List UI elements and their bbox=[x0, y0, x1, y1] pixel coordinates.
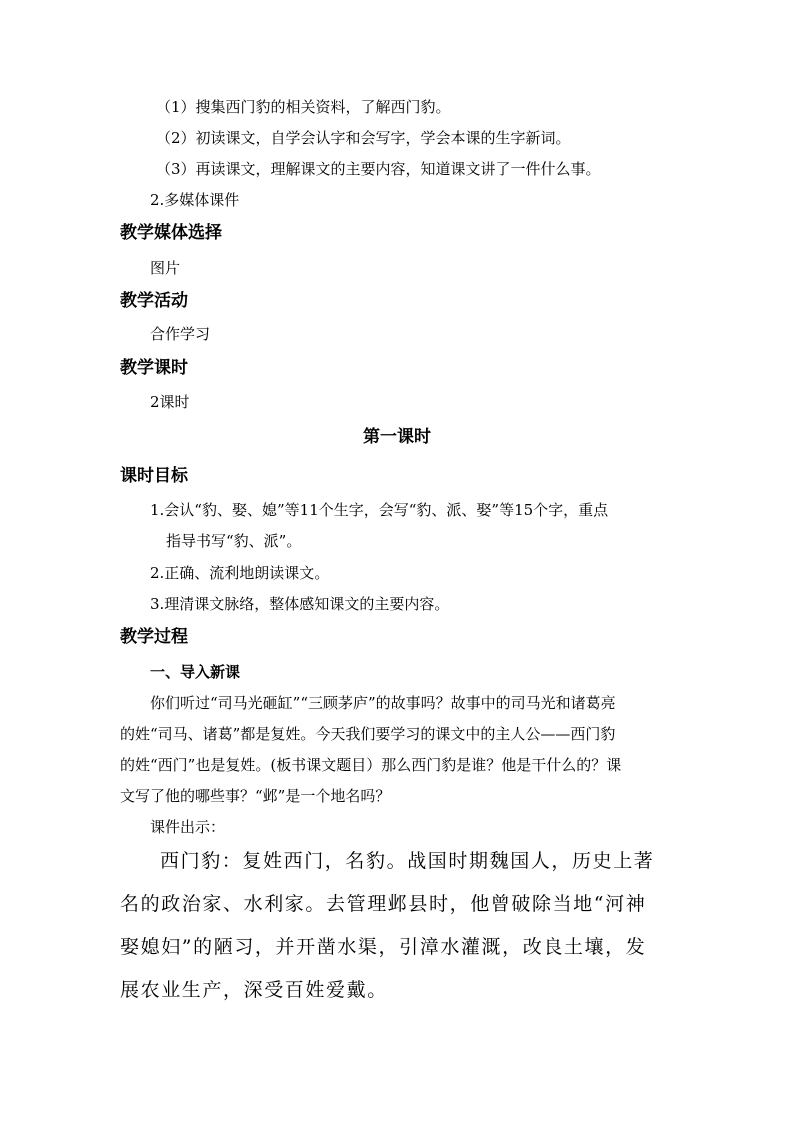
prep-item-1: （1）搜集西门豹的相关资料，了解西门豹。 bbox=[156, 98, 451, 116]
goal-1-line-2: 指导书写“豹、派”。 bbox=[166, 532, 302, 550]
intro-paragraph-line-2: 的姓“司马、诸葛”都是复姓。今天我们要学习的课文中的主人公——西门豹 bbox=[120, 725, 616, 743]
prep-item-2: （2）初读课文，自学会认字和会写字，学会本课的生字新词。 bbox=[156, 129, 571, 147]
callout-line-3: 娶媳妇”的陋习，并开凿水渠，引漳水灌溉，改良土壤，发 bbox=[120, 936, 647, 958]
goals-heading: 课时目标 bbox=[120, 466, 188, 486]
goal-1-line-1: 1.会认“豹、娶、媳”等11个生字，会写“豹、派、娶”等15个字，重点 bbox=[150, 501, 609, 519]
courseware-label: 课件出示： bbox=[150, 818, 226, 836]
callout-line-1: 西门豹：复姓西门，名豹。战国时期魏国人，历史上著 bbox=[160, 850, 655, 872]
prep-item-3: （3）再读课文，理解课文的主要内容，知道课文讲了一件什么事。 bbox=[156, 160, 601, 178]
media-value: 图片 bbox=[150, 259, 181, 277]
hours-value: 2课时 bbox=[150, 393, 190, 411]
goal-3: 3.理清课文脉络，整体感知课文的主要内容。 bbox=[150, 595, 450, 613]
callout-line-2: 名的政治家、水利家。去管理邺县时，他曾破除当地“河神 bbox=[120, 893, 647, 915]
lesson-title: 第一课时 bbox=[363, 427, 431, 447]
activity-heading: 教学活动 bbox=[120, 291, 188, 311]
callout-line-4: 展农业生产，深受百姓爱戴。 bbox=[120, 979, 388, 1001]
media-heading: 教学媒体选择 bbox=[120, 223, 222, 243]
process-heading: 教学过程 bbox=[120, 627, 188, 647]
intro-paragraph-line-4: 文写了他的哪些事？“邺”是一个地名吗？ bbox=[120, 787, 391, 805]
intro-paragraph-line-1: 你们听过“司马光砸缸”“三顾茅庐”的故事吗？故事中的司马光和诸葛亮 bbox=[150, 694, 616, 712]
hours-heading: 教学课时 bbox=[120, 358, 188, 378]
intro-paragraph-line-3: 的姓“西门”也是复姓。(板书课文题目）那么西门豹是谁？他是干什么的？课 bbox=[120, 756, 622, 774]
section-1-heading: 一、导入新课 bbox=[150, 663, 241, 681]
goal-2: 2.正确、流利地朗读课文。 bbox=[150, 564, 330, 582]
prep-item-4: 2.多媒体课件 bbox=[150, 191, 240, 209]
activity-value: 合作学习 bbox=[150, 325, 211, 343]
